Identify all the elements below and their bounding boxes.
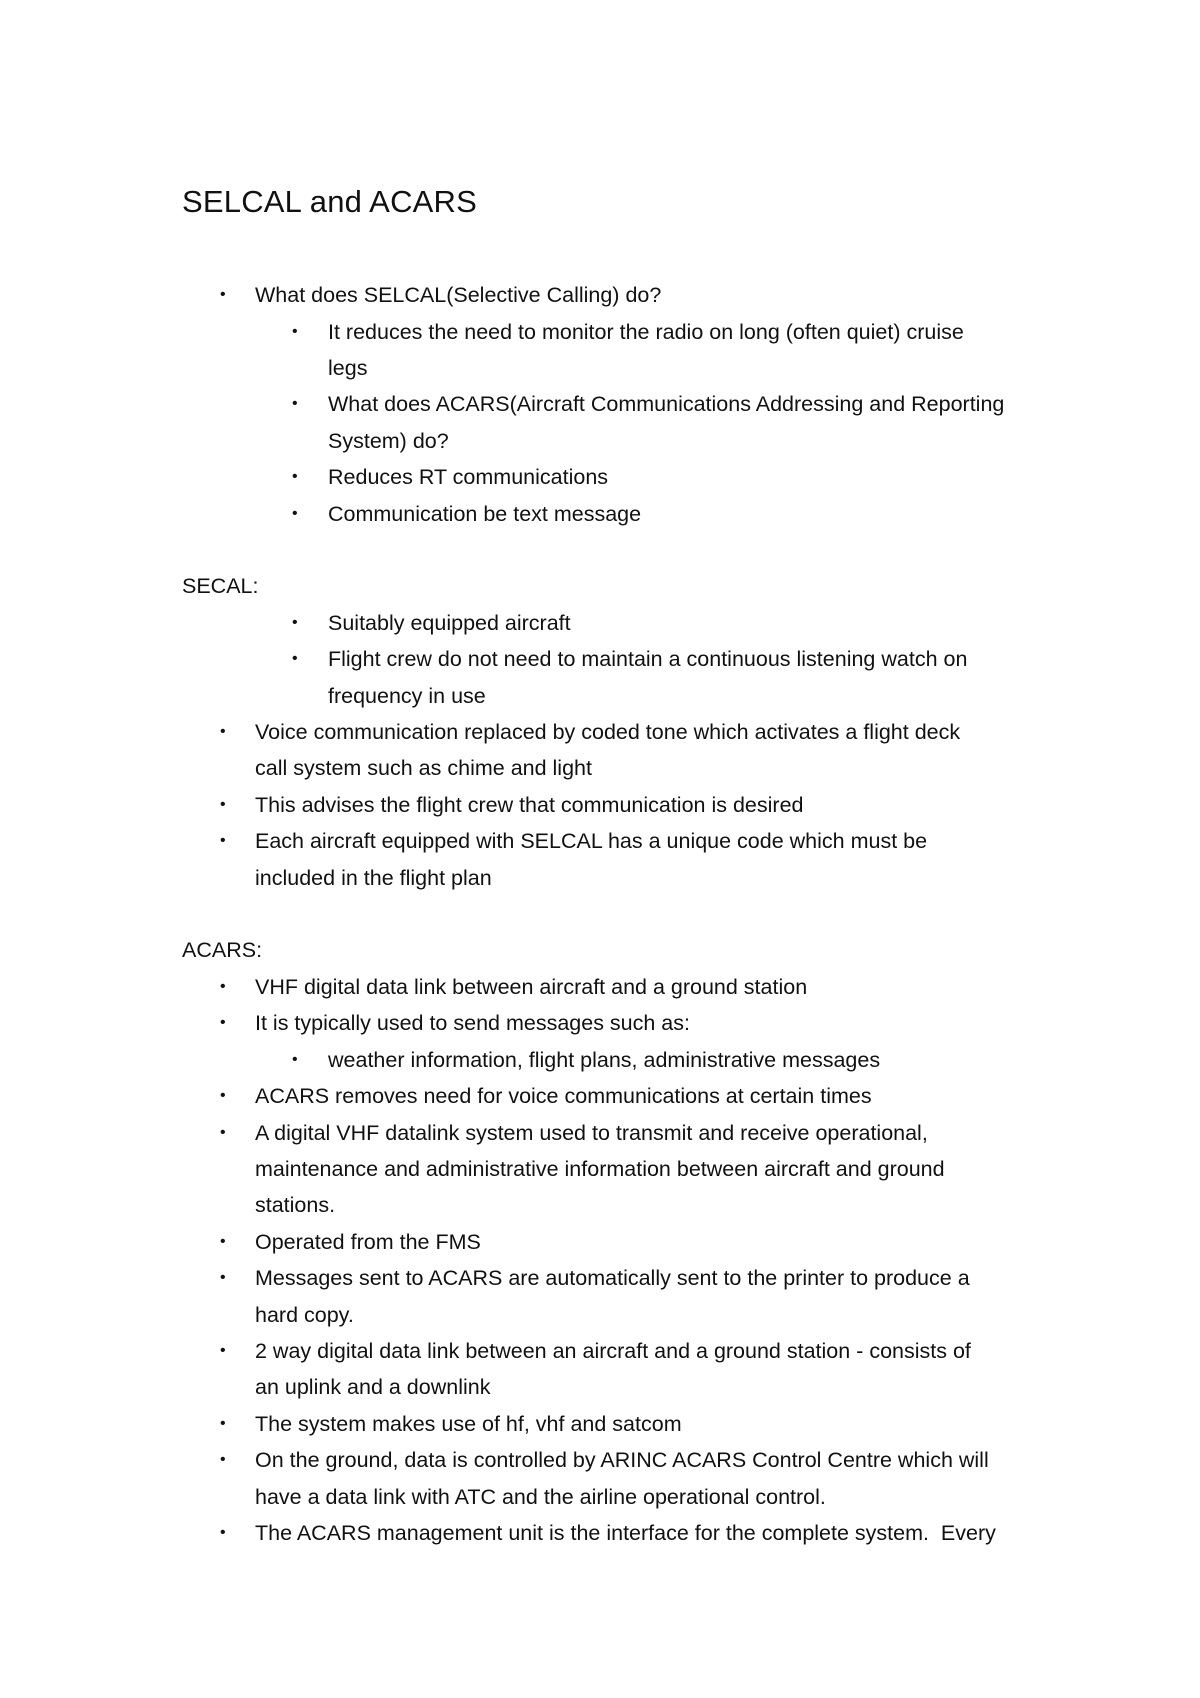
list-item-text: The ACARS management unit is the interface for the complete system. Every: [255, 1521, 996, 1545]
bullet-icon: •: [220, 1451, 226, 1468]
list-item-text: hard copy.: [255, 1303, 354, 1327]
page-title: SELCAL and ACARS: [182, 184, 477, 219]
list-item-text: What does SELCAL(Selective Calling) do?: [255, 283, 662, 307]
list-item-text: stations.: [255, 1193, 336, 1217]
list-item-text: 2 way digital data link between an aircraft and a ground station - consists of: [255, 1339, 971, 1363]
list-item-text: Each aircraft equipped with SELCAL has a unique code which must be: [255, 829, 928, 853]
list-item-text: Voice communication replaced by coded tone which activates a flight deck: [255, 720, 961, 744]
list-item-text: an uplink and a downlink: [255, 1375, 491, 1399]
list-item-text: Communication be text message: [328, 502, 642, 526]
section-heading-secal: SECAL:: [182, 574, 259, 598]
list-item-text: ACARS removes need for voice communications at certain times: [255, 1084, 872, 1108]
list-item-text: It reduces the need to monitor the radio on long (often quiet) cruise: [328, 320, 964, 344]
list-item-text: A digital VHF datalink system used to transmit and receive operational,: [255, 1121, 928, 1145]
bullet-icon: •: [292, 1051, 298, 1068]
list-item-text: legs: [328, 356, 368, 380]
list-item-text: maintenance and administrative information between aircraft and ground: [255, 1157, 945, 1181]
list-item-text: The system makes use of hf, vhf and satcom: [255, 1412, 682, 1436]
list-item-text: Reduces RT communications: [328, 465, 609, 489]
section-heading-acars: ACARS:: [182, 938, 263, 962]
bullet-icon: •: [292, 323, 298, 340]
bullet-icon: •: [292, 395, 298, 412]
list-item-text: frequency in use: [328, 684, 486, 708]
bullet-icon: •: [220, 1124, 226, 1141]
bullet-icon: •: [220, 796, 226, 813]
list-item-text: It is typically used to send messages such as:: [255, 1011, 690, 1035]
bullet-icon: •: [292, 505, 298, 522]
bullet-icon: •: [220, 723, 226, 740]
list-item-text: Flight crew do not need to maintain a continuous listening watch on: [328, 647, 968, 671]
bullet-icon: •: [292, 468, 298, 485]
bullet-icon: •: [220, 1269, 226, 1286]
bullet-icon: •: [220, 1524, 226, 1541]
list-item-text: included in the flight plan: [255, 866, 492, 890]
bullet-icon: •: [220, 832, 226, 849]
list-item-text: VHF digital data link between aircraft and a ground station: [255, 975, 808, 999]
bullet-icon: •: [220, 978, 226, 995]
list-item-text: call system such as chime and light: [255, 756, 592, 780]
list-item-text: Operated from the FMS: [255, 1230, 481, 1254]
list-item-text: weather information, flight plans, administrative messages: [328, 1048, 881, 1072]
bullet-icon: •: [220, 1342, 226, 1359]
bullet-icon: •: [220, 1233, 226, 1250]
bullet-icon: •: [220, 1415, 226, 1432]
bullet-icon: •: [220, 286, 226, 303]
list-item-text: This advises the flight crew that communication is desired: [255, 793, 804, 817]
list-item-text: What does ACARS(Aircraft Communications Addressing and Reporting: [328, 392, 1005, 416]
list-item-text: Messages sent to ACARS are automatically sent to the printer to produce a: [255, 1266, 970, 1290]
list-item-text: Suitably equipped aircraft: [328, 611, 571, 635]
list-item-text: On the ground, data is controlled by ARINC ACARS Control Centre which will: [255, 1448, 989, 1472]
bullet-icon: •: [292, 650, 298, 667]
bullet-icon: •: [220, 1014, 226, 1031]
bullet-icon: •: [220, 1087, 226, 1104]
bullet-icon: •: [292, 614, 298, 631]
list-item-text: have a data link with ATC and the airline operational control.: [255, 1485, 826, 1509]
list-item-text: System) do?: [328, 429, 449, 453]
